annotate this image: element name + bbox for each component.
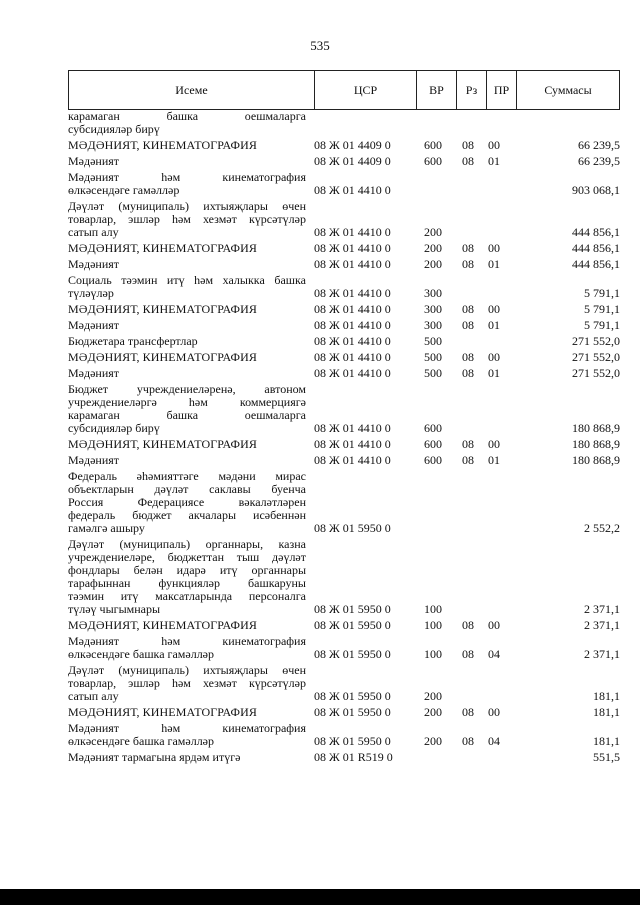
row-vr: 300 <box>424 318 442 332</box>
row-name-line: МӘДӘНИЯТ, КИНЕМАТОГРАФИЯ <box>68 139 257 152</box>
row-code: 08 Ж 01 4410 0 <box>314 183 391 197</box>
row-code: 08 Ж 01 5950 0 <box>314 705 391 719</box>
row-rz: 08 <box>462 453 474 467</box>
table-row <box>68 319 620 335</box>
row-code: 08 Ж 01 4410 0 <box>314 350 391 364</box>
row-sum: 551,5 <box>593 750 620 764</box>
row-sum: 444 856,1 <box>572 257 620 271</box>
row-name-line: Мәдәният һәм кинематография <box>68 635 306 648</box>
row-name-line: товарлар, эшләр һәм хезмәт күрсәтүләр <box>68 677 306 690</box>
row-name <box>68 319 306 332</box>
scan-border <box>0 889 640 905</box>
row-name-line: Мәдәният <box>68 258 120 271</box>
row-name <box>68 454 306 467</box>
row-sum: 5 791,1 <box>584 318 620 332</box>
row-name-line: сатып алу <box>68 226 119 239</box>
row-name-line: МӘДӘНИЯТ, КИНЕМАТОГРАФИЯ <box>68 619 257 632</box>
row-rz: 08 <box>462 138 474 152</box>
row-rz: 08 <box>462 705 474 719</box>
table-row <box>68 383 620 438</box>
row-code: 08 Ж 01 4410 0 <box>314 453 391 467</box>
row-sum: 181,1 <box>593 689 620 703</box>
row-code: 08 Ж 01 R519 0 <box>314 750 393 764</box>
row-name-line: Мәдәният <box>68 454 120 467</box>
row-name-line: карамаган башка оешмаларга <box>68 409 306 422</box>
row-vr: 600 <box>424 421 442 435</box>
row-sum: 180 868,9 <box>572 453 620 467</box>
row-vr: 300 <box>424 302 442 316</box>
table-header <box>68 70 620 110</box>
row-vr: 100 <box>424 647 442 661</box>
row-name-line: Россия Федерациясе вәкаләтләрен <box>68 496 306 509</box>
row-name <box>68 155 306 168</box>
table-row <box>68 335 620 351</box>
row-vr: 500 <box>424 366 442 380</box>
row-vr: 600 <box>424 154 442 168</box>
row-sum: 2 371,1 <box>584 647 620 661</box>
row-code: 08 Ж 01 4410 0 <box>314 257 391 271</box>
row-name-line: гамәлгә ашыру <box>68 522 145 535</box>
table-row <box>68 664 620 706</box>
row-name-line: Дәүләт (муниципаль) ихтыяҗлары өчен <box>68 664 306 677</box>
row-sum: 271 552,0 <box>572 334 620 348</box>
row-sum: 181,1 <box>593 705 620 719</box>
row-name <box>68 538 306 616</box>
row-name-line: субсидияләр бирү <box>68 123 160 136</box>
row-pr: 04 <box>488 647 500 661</box>
table-row <box>68 751 620 767</box>
row-code: 08 Ж 01 4410 0 <box>314 225 391 239</box>
header-vr: ВР <box>416 71 456 109</box>
header-csr: ЦСР <box>314 71 416 109</box>
row-name <box>68 242 306 255</box>
table-row <box>68 258 620 274</box>
row-pr: 00 <box>488 302 500 316</box>
row-vr: 200 <box>424 241 442 255</box>
row-name-line: Социаль тәэмин итү һәм халыкка башка <box>68 274 306 287</box>
row-vr: 600 <box>424 138 442 152</box>
row-pr: 01 <box>488 318 500 332</box>
row-code: 08 Ж 01 5950 0 <box>314 618 391 632</box>
table-row <box>68 242 620 258</box>
row-pr: 01 <box>488 366 500 380</box>
row-name-line: МӘДӘНИЯТ, КИНЕМАТОГРАФИЯ <box>68 303 257 316</box>
row-sum: 271 552,0 <box>572 366 620 380</box>
row-code: 08 Ж 01 5950 0 <box>314 602 391 616</box>
row-rz: 08 <box>462 366 474 380</box>
row-code: 08 Ж 01 4410 0 <box>314 286 391 300</box>
row-name-line: Дәүләт (муниципаль) ихтыяҗлары өчен <box>68 200 306 213</box>
row-name-line: карамаган башка оешмаларга <box>68 110 306 123</box>
row-code: 08 Ж 01 4410 0 <box>314 302 391 316</box>
row-name <box>68 139 306 152</box>
row-vr: 200 <box>424 734 442 748</box>
row-name <box>68 751 306 764</box>
row-name <box>68 383 306 435</box>
row-name <box>68 438 306 451</box>
row-pr: 00 <box>488 241 500 255</box>
row-sum: 66 239,5 <box>578 154 620 168</box>
table-row <box>68 706 620 722</box>
row-pr: 00 <box>488 437 500 451</box>
table-body <box>68 110 620 767</box>
row-name-line: тарафыннан функцияләр башкаруны <box>68 577 306 590</box>
row-pr: 01 <box>488 453 500 467</box>
row-vr: 100 <box>424 618 442 632</box>
row-name-line: Мәдәният тармагына ярдәм итүгә <box>68 751 241 764</box>
row-sum: 180 868,9 <box>572 421 620 435</box>
row-sum: 5 791,1 <box>584 286 620 300</box>
header-rz: Рз <box>456 71 486 109</box>
row-name <box>68 351 306 364</box>
row-name-line: федераль бюджет акчалары исәбеннән <box>68 509 306 522</box>
row-sum: 180 868,9 <box>572 437 620 451</box>
row-vr: 600 <box>424 437 442 451</box>
row-name-line: МӘДӘНИЯТ, КИНЕМАТОГРАФИЯ <box>68 242 257 255</box>
row-name-line: түләү чыгымнары <box>68 603 161 616</box>
row-code: 08 Ж 01 4409 0 <box>314 154 391 168</box>
row-name-line: МӘДӘНИЯТ, КИНЕМАТОГРАФИЯ <box>68 351 257 364</box>
row-code: 08 Ж 01 4410 0 <box>314 241 391 255</box>
row-sum: 2 552,2 <box>584 521 620 535</box>
row-rz: 08 <box>462 618 474 632</box>
table-row <box>68 171 620 200</box>
row-name-line: МӘДӘНИЯТ, КИНЕМАТОГРАФИЯ <box>68 438 257 451</box>
table-row <box>68 367 620 383</box>
table-row <box>68 303 620 319</box>
row-code: 08 Ж 01 4410 0 <box>314 318 391 332</box>
row-name-line: товарлар, эшләр һәм хезмәт күрсәтүләр <box>68 213 306 226</box>
row-sum: 444 856,1 <box>572 225 620 239</box>
header-pr: ПР <box>486 71 516 109</box>
row-name <box>68 722 306 748</box>
row-name-line: Мәдәният һәм кинематография <box>68 722 306 735</box>
row-name <box>68 303 306 316</box>
row-name-line: учреждениеләргә һәм коммерциягә <box>68 396 306 409</box>
row-name <box>68 470 306 535</box>
row-sum: 271 552,0 <box>572 350 620 364</box>
row-vr: 200 <box>424 257 442 271</box>
table-row <box>68 155 620 171</box>
table-row <box>68 635 620 664</box>
row-pr: 04 <box>488 734 500 748</box>
row-vr: 200 <box>424 689 442 703</box>
page-number: 535 <box>310 38 330 53</box>
row-code: 08 Ж 01 5950 0 <box>314 647 391 661</box>
row-vr: 100 <box>424 602 442 616</box>
row-name-line: Бюджетара трансфертлар <box>68 335 198 348</box>
row-name-line: тәэмин итү максатларында персоналга <box>68 590 306 603</box>
table-row <box>68 438 620 454</box>
row-name-line: МӘДӘНИЯТ, КИНЕМАТОГРАФИЯ <box>68 706 257 719</box>
row-name-line: өлкәсендәге башка гамәлләр <box>68 648 215 661</box>
row-rz: 08 <box>462 302 474 316</box>
row-name-line: Дәүләт (муниципаль) органнары, казна <box>68 538 306 551</box>
row-rz: 08 <box>462 318 474 332</box>
row-name <box>68 619 306 632</box>
row-rz: 08 <box>462 154 474 168</box>
row-name <box>68 635 306 661</box>
row-sum: 5 791,1 <box>584 302 620 316</box>
row-name-line: Бюджет учреждениеләренә, автоном <box>68 383 306 396</box>
row-name-line: Федераль әһәмияттәге мәдәни мирас <box>68 470 306 483</box>
row-vr: 200 <box>424 705 442 719</box>
row-name-line: учреждениеләре, бюджеттан тыш дәүләт <box>68 551 306 564</box>
row-name <box>68 274 306 300</box>
table-row <box>68 274 620 303</box>
row-pr: 00 <box>488 705 500 719</box>
row-name-line: Мәдәният <box>68 319 120 332</box>
row-name <box>68 200 306 239</box>
row-vr: 200 <box>424 225 442 239</box>
row-name-line: өлкәсендәге башка гамәлләр <box>68 735 215 748</box>
row-code: 08 Ж 01 4410 0 <box>314 421 391 435</box>
row-sum: 181,1 <box>593 734 620 748</box>
row-code: 08 Ж 01 5950 0 <box>314 734 391 748</box>
row-rz: 08 <box>462 437 474 451</box>
row-name <box>68 171 306 197</box>
table-row <box>68 538 620 619</box>
row-code: 08 Ж 01 4409 0 <box>314 138 391 152</box>
row-name-line: субсидияләр бирү <box>68 422 160 435</box>
row-vr: 600 <box>424 453 442 467</box>
budget-table <box>68 70 620 767</box>
table-row <box>68 110 620 139</box>
header-sum: Суммасы <box>516 71 619 109</box>
row-pr: 00 <box>488 138 500 152</box>
row-code: 08 Ж 01 4410 0 <box>314 366 391 380</box>
row-sum: 444 856,1 <box>572 241 620 255</box>
row-rz: 08 <box>462 257 474 271</box>
row-name <box>68 706 306 719</box>
row-rz: 08 <box>462 350 474 364</box>
table-row <box>68 351 620 367</box>
row-pr: 00 <box>488 350 500 364</box>
row-name-line: сатып алу <box>68 690 119 703</box>
row-pr: 01 <box>488 154 500 168</box>
row-rz: 08 <box>462 647 474 661</box>
row-vr: 500 <box>424 350 442 364</box>
header-name: Исеме <box>175 83 208 97</box>
row-name-line: Мәдәният <box>68 367 120 380</box>
table-row <box>68 200 620 242</box>
row-name <box>68 367 306 380</box>
row-name-line: фондлары белән идарә итү органнары <box>68 564 306 577</box>
row-rz: 08 <box>462 241 474 255</box>
row-name <box>68 335 306 348</box>
row-name-line: өлкәсендәге гамәлләр <box>68 184 180 197</box>
row-sum: 903 068,1 <box>572 183 620 197</box>
row-name-line: объектларын дәүләт саклавы буенча <box>68 483 306 496</box>
row-code: 08 Ж 01 5950 0 <box>314 689 391 703</box>
row-pr: 01 <box>488 257 500 271</box>
table-row <box>68 722 620 751</box>
table-row <box>68 454 620 470</box>
row-vr: 300 <box>424 286 442 300</box>
row-sum: 66 239,5 <box>578 138 620 152</box>
row-vr: 500 <box>424 334 442 348</box>
row-name-line: Мәдәният <box>68 155 120 168</box>
row-code: 08 Ж 01 4410 0 <box>314 437 391 451</box>
row-sum: 2 371,1 <box>584 602 620 616</box>
table-row <box>68 139 620 155</box>
row-pr: 00 <box>488 618 500 632</box>
row-code: 08 Ж 01 5950 0 <box>314 521 391 535</box>
row-name-line: Мәдәният һәм кинематография <box>68 171 306 184</box>
row-name-line: түләүләр <box>68 287 114 300</box>
row-code: 08 Ж 01 4410 0 <box>314 334 391 348</box>
row-name <box>68 110 306 136</box>
row-sum: 2 371,1 <box>584 618 620 632</box>
row-name <box>68 258 306 271</box>
row-name <box>68 664 306 703</box>
table-row <box>68 619 620 635</box>
row-rz: 08 <box>462 734 474 748</box>
table-row <box>68 470 620 538</box>
